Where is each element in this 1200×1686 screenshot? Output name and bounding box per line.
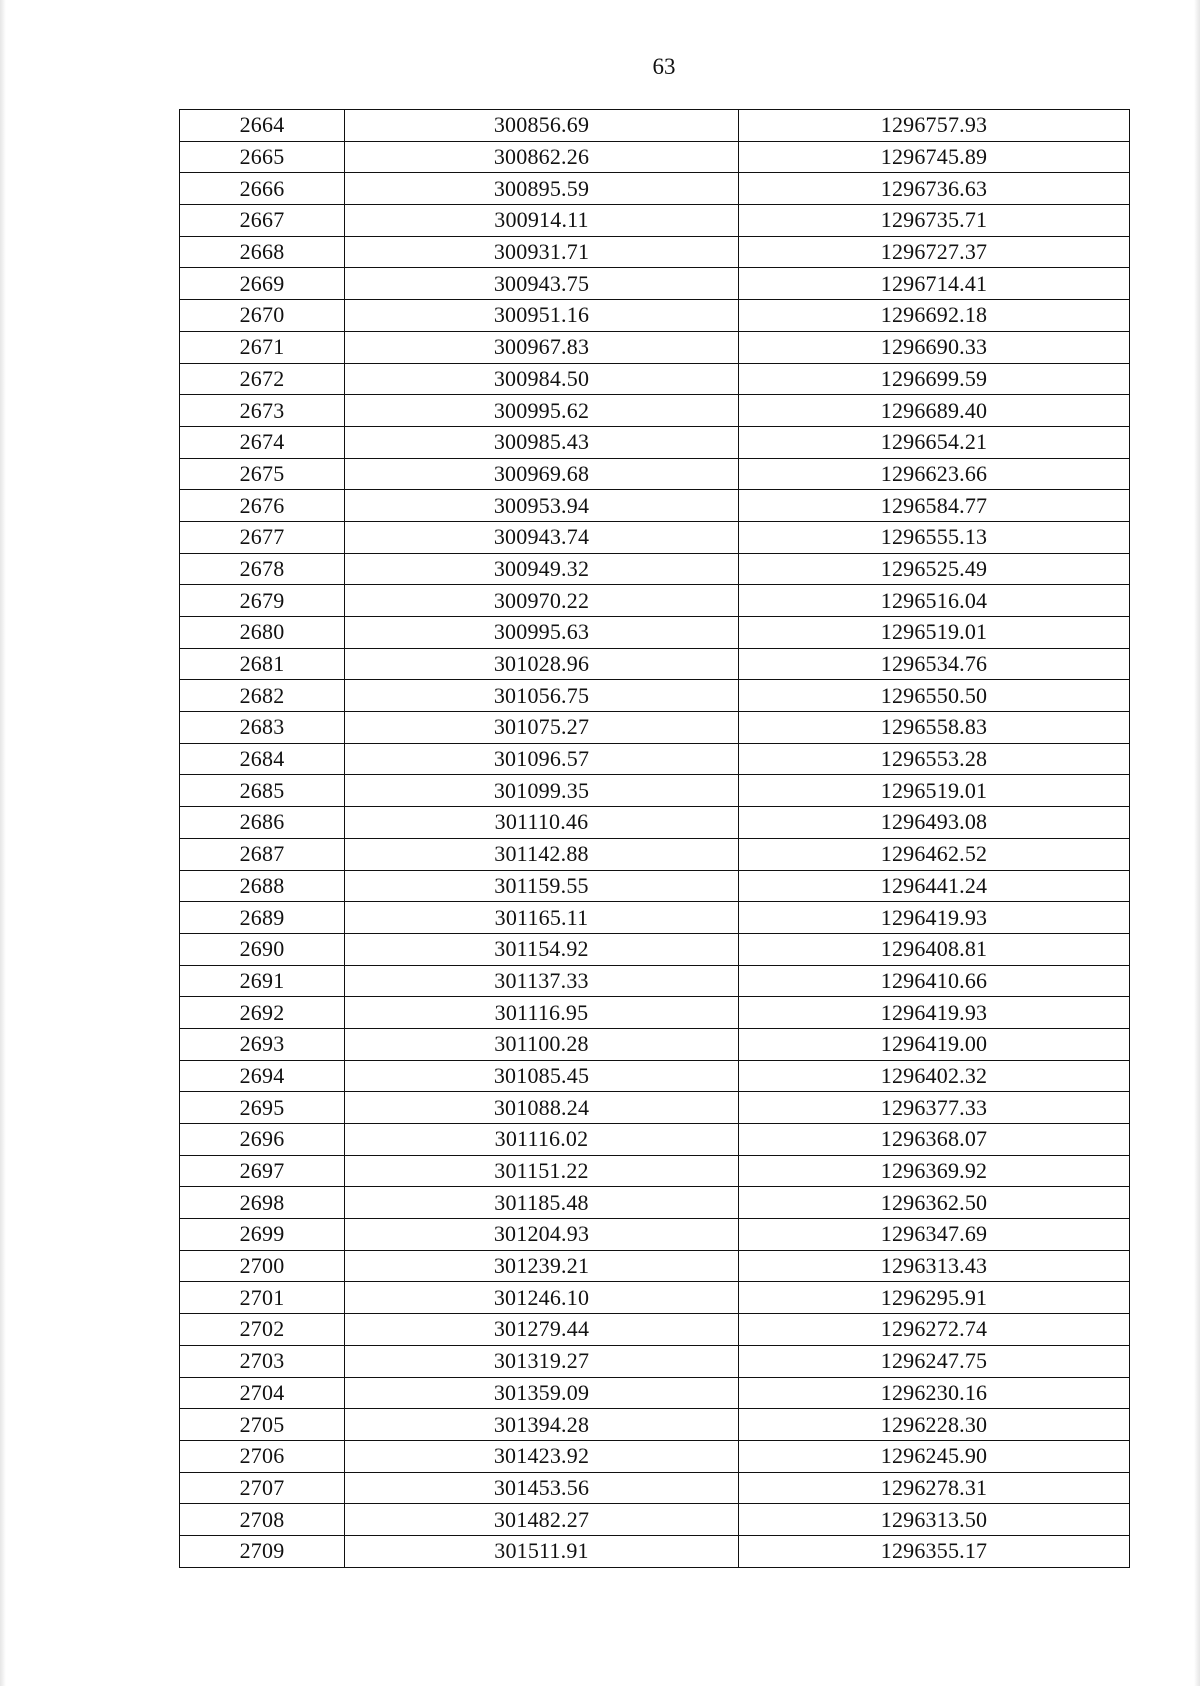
point-number-cell: 2694 [180, 1060, 345, 1092]
point-number-cell: 2680 [180, 617, 345, 649]
point-number-cell: 2683 [180, 712, 345, 744]
point-number-cell: 2706 [180, 1440, 345, 1472]
y-coordinate-cell: 1296419.93 [739, 997, 1130, 1029]
y-coordinate-cell: 1296362.50 [739, 1187, 1130, 1219]
y-coordinate-cell: 1296347.69 [739, 1219, 1130, 1251]
x-coordinate-cell: 300943.74 [345, 521, 739, 553]
x-coordinate-cell: 300984.50 [345, 363, 739, 395]
y-coordinate-cell: 1296369.92 [739, 1155, 1130, 1187]
point-number-cell: 2691 [180, 965, 345, 997]
table-row [180, 585, 1130, 617]
table-row [180, 902, 1130, 934]
x-coordinate-cell: 300953.94 [345, 490, 739, 522]
point-number-cell: 2681 [180, 648, 345, 680]
table-row [180, 1409, 1130, 1441]
x-coordinate-cell: 301279.44 [345, 1314, 739, 1346]
point-number-cell: 2682 [180, 680, 345, 712]
table-row [180, 426, 1130, 458]
table-row [180, 1060, 1130, 1092]
table-row [180, 1187, 1130, 1219]
y-coordinate-cell: 1296295.91 [739, 1282, 1130, 1314]
table-row [180, 363, 1130, 395]
y-coordinate-cell: 1296228.30 [739, 1409, 1130, 1441]
scan-edge-left [0, 0, 6, 1686]
x-coordinate-cell: 300895.59 [345, 173, 739, 205]
y-coordinate-cell: 1296555.13 [739, 521, 1130, 553]
table-row [180, 205, 1130, 237]
y-coordinate-cell: 1296377.33 [739, 1092, 1130, 1124]
x-coordinate-cell: 300949.32 [345, 553, 739, 585]
x-coordinate-cell: 301075.27 [345, 712, 739, 744]
y-coordinate-cell: 1296553.28 [739, 743, 1130, 775]
y-coordinate-cell: 1296272.74 [739, 1314, 1130, 1346]
table-row [180, 965, 1130, 997]
x-coordinate-cell: 301028.96 [345, 648, 739, 680]
point-number-cell: 2690 [180, 933, 345, 965]
table-row [180, 1345, 1130, 1377]
point-number-cell: 2696 [180, 1124, 345, 1156]
x-coordinate-cell: 301100.28 [345, 1028, 739, 1060]
x-coordinate-cell: 300985.43 [345, 426, 739, 458]
page-number: 63 [652, 54, 676, 79]
point-number-cell: 2697 [180, 1155, 345, 1187]
point-number-cell: 2668 [180, 236, 345, 268]
x-coordinate-cell: 300995.63 [345, 617, 739, 649]
table-row [180, 1092, 1130, 1124]
x-coordinate-cell: 300931.71 [345, 236, 739, 268]
y-coordinate-cell: 1296727.37 [739, 236, 1130, 268]
table-row [180, 331, 1130, 363]
point-number-cell: 2678 [180, 553, 345, 585]
x-coordinate-cell: 301394.28 [345, 1409, 739, 1441]
x-coordinate-cell: 301056.75 [345, 680, 739, 712]
table-row [180, 838, 1130, 870]
x-coordinate-cell: 301239.21 [345, 1250, 739, 1282]
table-row [180, 1314, 1130, 1346]
x-coordinate-cell: 300943.75 [345, 268, 739, 300]
table-row [180, 870, 1130, 902]
point-number-cell: 2685 [180, 775, 345, 807]
point-number-cell: 2704 [180, 1377, 345, 1409]
x-coordinate-cell: 301359.09 [345, 1377, 739, 1409]
scan-edge-right [1194, 0, 1200, 1686]
point-number-cell: 2695 [180, 1092, 345, 1124]
y-coordinate-cell: 1296493.08 [739, 807, 1130, 839]
y-coordinate-cell: 1296410.66 [739, 965, 1130, 997]
y-coordinate-cell: 1296368.07 [739, 1124, 1130, 1156]
y-coordinate-cell: 1296516.04 [739, 585, 1130, 617]
x-coordinate-cell: 301085.45 [345, 1060, 739, 1092]
x-coordinate-cell: 300967.83 [345, 331, 739, 363]
table-row [180, 1535, 1130, 1567]
point-number-cell: 2671 [180, 331, 345, 363]
y-coordinate-cell: 1296519.01 [739, 617, 1130, 649]
x-coordinate-cell: 301154.92 [345, 933, 739, 965]
x-coordinate-cell: 301453.56 [345, 1472, 739, 1504]
table-row [180, 110, 1130, 142]
y-coordinate-cell: 1296757.93 [739, 110, 1130, 142]
y-coordinate-cell: 1296419.00 [739, 1028, 1130, 1060]
point-number-cell: 2689 [180, 902, 345, 934]
point-number-cell: 2677 [180, 521, 345, 553]
y-coordinate-cell: 1296558.83 [739, 712, 1130, 744]
x-coordinate-cell: 301099.35 [345, 775, 739, 807]
table-row [180, 933, 1130, 965]
table-row [180, 300, 1130, 332]
point-number-cell: 2674 [180, 426, 345, 458]
table-row [180, 743, 1130, 775]
y-coordinate-cell: 1296419.93 [739, 902, 1130, 934]
y-coordinate-cell: 1296736.63 [739, 173, 1130, 205]
y-coordinate-cell: 1296313.50 [739, 1504, 1130, 1536]
x-coordinate-cell: 301096.57 [345, 743, 739, 775]
table-row [180, 617, 1130, 649]
point-number-cell: 2702 [180, 1314, 345, 1346]
y-coordinate-cell: 1296584.77 [739, 490, 1130, 522]
x-coordinate-cell: 300856.69 [345, 110, 739, 142]
point-number-cell: 2669 [180, 268, 345, 300]
point-number-cell: 2708 [180, 1504, 345, 1536]
point-number-cell: 2670 [180, 300, 345, 332]
point-number-cell: 2676 [180, 490, 345, 522]
point-number-cell: 2684 [180, 743, 345, 775]
table-row [180, 458, 1130, 490]
x-coordinate-cell: 300862.26 [345, 141, 739, 173]
table-row [180, 648, 1130, 680]
x-coordinate-cell: 301511.91 [345, 1535, 739, 1567]
y-coordinate-cell: 1296714.41 [739, 268, 1130, 300]
point-number-cell: 2686 [180, 807, 345, 839]
point-number-cell: 2667 [180, 205, 345, 237]
point-number-cell: 2701 [180, 1282, 345, 1314]
y-coordinate-cell: 1296519.01 [739, 775, 1130, 807]
table-row [180, 712, 1130, 744]
y-coordinate-cell: 1296735.71 [739, 205, 1130, 237]
point-number-cell: 2709 [180, 1535, 345, 1567]
x-coordinate-cell: 301482.27 [345, 1504, 739, 1536]
y-coordinate-cell: 1296699.59 [739, 363, 1130, 395]
point-number-cell: 2688 [180, 870, 345, 902]
y-coordinate-cell: 1296441.24 [739, 870, 1130, 902]
x-coordinate-cell: 300951.16 [345, 300, 739, 332]
x-coordinate-cell: 301159.55 [345, 870, 739, 902]
table-row [180, 1472, 1130, 1504]
table-row [180, 775, 1130, 807]
x-coordinate-cell: 300969.68 [345, 458, 739, 490]
point-number-cell: 2699 [180, 1219, 345, 1251]
x-coordinate-cell: 301423.92 [345, 1440, 739, 1472]
x-coordinate-cell: 301088.24 [345, 1092, 739, 1124]
point-number-cell: 2687 [180, 838, 345, 870]
y-coordinate-cell: 1296534.76 [739, 648, 1130, 680]
table-row [180, 173, 1130, 205]
point-number-cell: 2675 [180, 458, 345, 490]
y-coordinate-cell: 1296408.81 [739, 933, 1130, 965]
table-row [180, 141, 1130, 173]
y-coordinate-cell: 1296550.50 [739, 680, 1130, 712]
table-row [180, 268, 1130, 300]
table-row [180, 1124, 1130, 1156]
y-coordinate-cell: 1296689.40 [739, 395, 1130, 427]
point-number-cell: 2705 [180, 1409, 345, 1441]
point-number-cell: 2679 [180, 585, 345, 617]
table-row [180, 1219, 1130, 1251]
y-coordinate-cell: 1296402.32 [739, 1060, 1130, 1092]
point-number-cell: 2703 [180, 1345, 345, 1377]
point-number-cell: 2665 [180, 141, 345, 173]
x-coordinate-cell: 301319.27 [345, 1345, 739, 1377]
point-number-cell: 2700 [180, 1250, 345, 1282]
y-coordinate-cell: 1296692.18 [739, 300, 1130, 332]
point-number-cell: 2673 [180, 395, 345, 427]
coordinates-table-container [179, 109, 1129, 1568]
x-coordinate-cell: 301137.33 [345, 965, 739, 997]
table-row [180, 553, 1130, 585]
point-number-cell: 2693 [180, 1028, 345, 1060]
table-row [180, 1377, 1130, 1409]
table-row [180, 807, 1130, 839]
x-coordinate-cell: 301116.95 [345, 997, 739, 1029]
table-row [180, 521, 1130, 553]
x-coordinate-cell: 300995.62 [345, 395, 739, 427]
table-row [180, 680, 1130, 712]
y-coordinate-cell: 1296745.89 [739, 141, 1130, 173]
y-coordinate-cell: 1296690.33 [739, 331, 1130, 363]
y-coordinate-cell: 1296230.16 [739, 1377, 1130, 1409]
y-coordinate-cell: 1296525.49 [739, 553, 1130, 585]
point-number-cell: 2672 [180, 363, 345, 395]
x-coordinate-cell: 301142.88 [345, 838, 739, 870]
x-coordinate-cell: 300970.22 [345, 585, 739, 617]
y-coordinate-cell: 1296355.17 [739, 1535, 1130, 1567]
x-coordinate-cell: 300914.11 [345, 205, 739, 237]
point-number-cell: 2698 [180, 1187, 345, 1219]
x-coordinate-cell: 301165.11 [345, 902, 739, 934]
x-coordinate-cell: 301204.93 [345, 1219, 739, 1251]
table-row [180, 1028, 1130, 1060]
y-coordinate-cell: 1296278.31 [739, 1472, 1130, 1504]
point-number-cell: 2666 [180, 173, 345, 205]
y-coordinate-cell: 1296462.52 [739, 838, 1130, 870]
coordinates-table [179, 109, 1130, 1568]
point-number-cell: 2664 [180, 110, 345, 142]
y-coordinate-cell: 1296623.66 [739, 458, 1130, 490]
point-number-cell: 2707 [180, 1472, 345, 1504]
table-row [180, 395, 1130, 427]
x-coordinate-cell: 301185.48 [345, 1187, 739, 1219]
y-coordinate-cell: 1296247.75 [739, 1345, 1130, 1377]
table-row [180, 236, 1130, 268]
table-row [180, 1250, 1130, 1282]
coordinates-table-body [180, 110, 1130, 1568]
y-coordinate-cell: 1296313.43 [739, 1250, 1130, 1282]
x-coordinate-cell: 301110.46 [345, 807, 739, 839]
table-row [180, 1282, 1130, 1314]
table-row [180, 1440, 1130, 1472]
table-row [180, 997, 1130, 1029]
table-row [180, 490, 1130, 522]
x-coordinate-cell: 301151.22 [345, 1155, 739, 1187]
table-row [180, 1155, 1130, 1187]
x-coordinate-cell: 301116.02 [345, 1124, 739, 1156]
y-coordinate-cell: 1296654.21 [739, 426, 1130, 458]
x-coordinate-cell: 301246.10 [345, 1282, 739, 1314]
y-coordinate-cell: 1296245.90 [739, 1440, 1130, 1472]
table-row [180, 1504, 1130, 1536]
point-number-cell: 2692 [180, 997, 345, 1029]
